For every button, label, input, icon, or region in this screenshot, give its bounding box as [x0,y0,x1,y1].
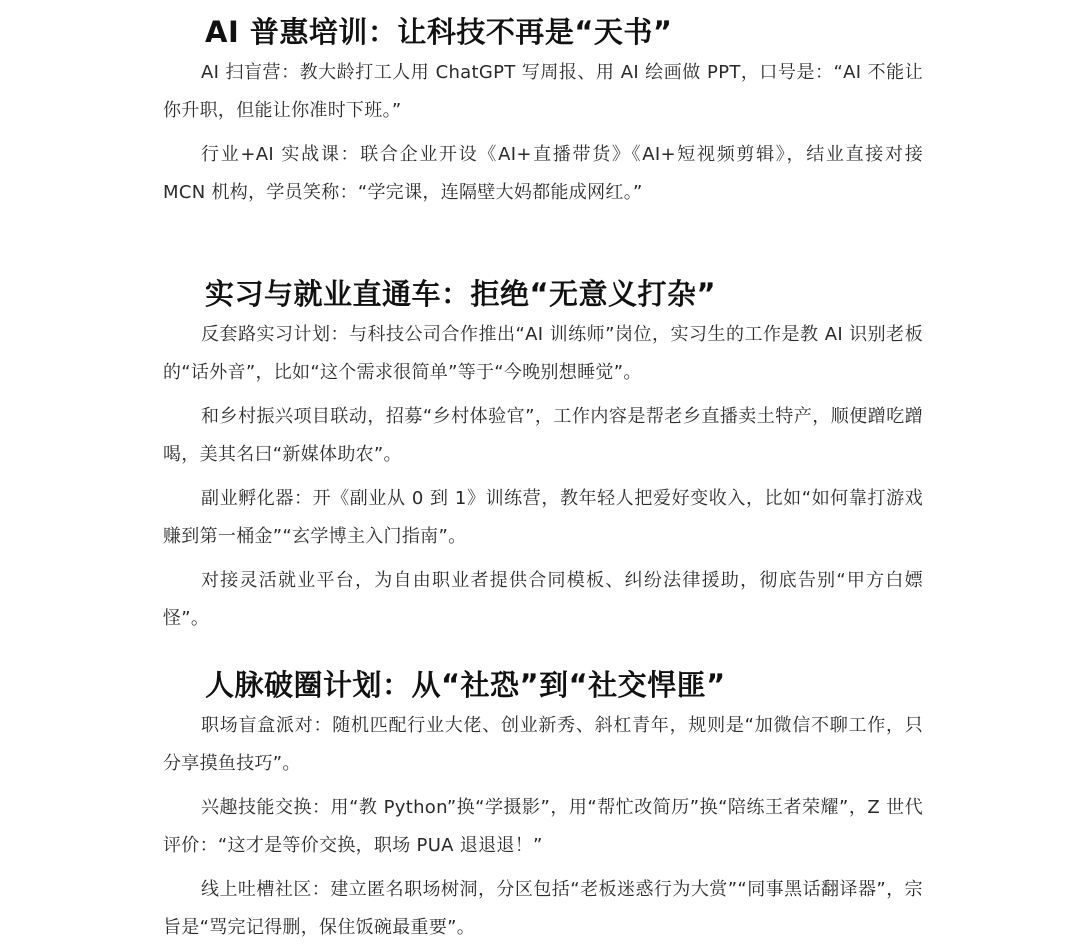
section-internship-employment [163,274,923,638]
section-heading: 人脉破圈计划：从“社恐”到“社交悍匪” [205,668,726,702]
paragraph: 对接灵活就业平台，为自由职业者提供合同模板、纠纷法律援助，彻底告别“甲方白嫖怪”。 [163,570,923,629]
section-heading: 实习与就业直通车：拒绝“无意义打杂” [205,277,717,311]
paragraph: 职场盲盒派对：随机匹配行业大佬、创业新秀、斜杠青年，规则是“加微信不聊工作，只分享摸鱼技巧”。 [163,715,923,774]
paragraph: 行业+AI 实战课：联合企业开设《AI+直播带货》《AI+短视频剪辑》，结业直接对接 MCN 机构，学员笑称：“学完课，连隔壁大妈都能成网红。” [163,144,923,203]
section-ai-training [163,12,923,212]
paragraph: 反套路实习计划：与科技公司合作推出“AI 训练师”岗位，实习生的工作是教 AI 识别老板的“话外音”，比如“这个需求很简单”等于“今晚别想睡觉”。 [163,324,923,383]
paragraph: 副业孵化器：开《副业从 0 到 1》训练营，教年轻人把爱好变收入，比如“如何靠打游戏赚到第一桶金”“玄学博主入门指南”。 [163,488,923,547]
paragraph: 线上吐槽社区：建立匿名职场树洞，分区包括“老板迷惑行为大赏”“同事黑话翻译器”，宗旨是“骂完记得删，保住饭碗最重要”。 [163,879,923,938]
paragraph: 兴趣技能交换：用“教 Python”换“学摄影”，用“帮忙改简历”换“陪练王者荣耀”，Z 世代评价：“这才是等价交换，职场 PUA 退退退！” [163,797,923,856]
paragraph: 和乡村振兴项目联动，招募“乡村体验官”，工作内容是帮老乡直播卖土特产，顺便蹭吃蹭喝，美其名曰“新媒体助农”。 [163,406,923,465]
paragraph: AI 扫盲营：教大龄打工人用 ChatGPT 写周报、用 AI 绘画做 PPT，口号是：“AI 不能让你升职，但能让你准时下班。” [163,62,923,121]
section-heading: AI 普惠培训：让科技不再是“天书” [205,15,673,49]
section-networking-plan [163,665,923,947]
